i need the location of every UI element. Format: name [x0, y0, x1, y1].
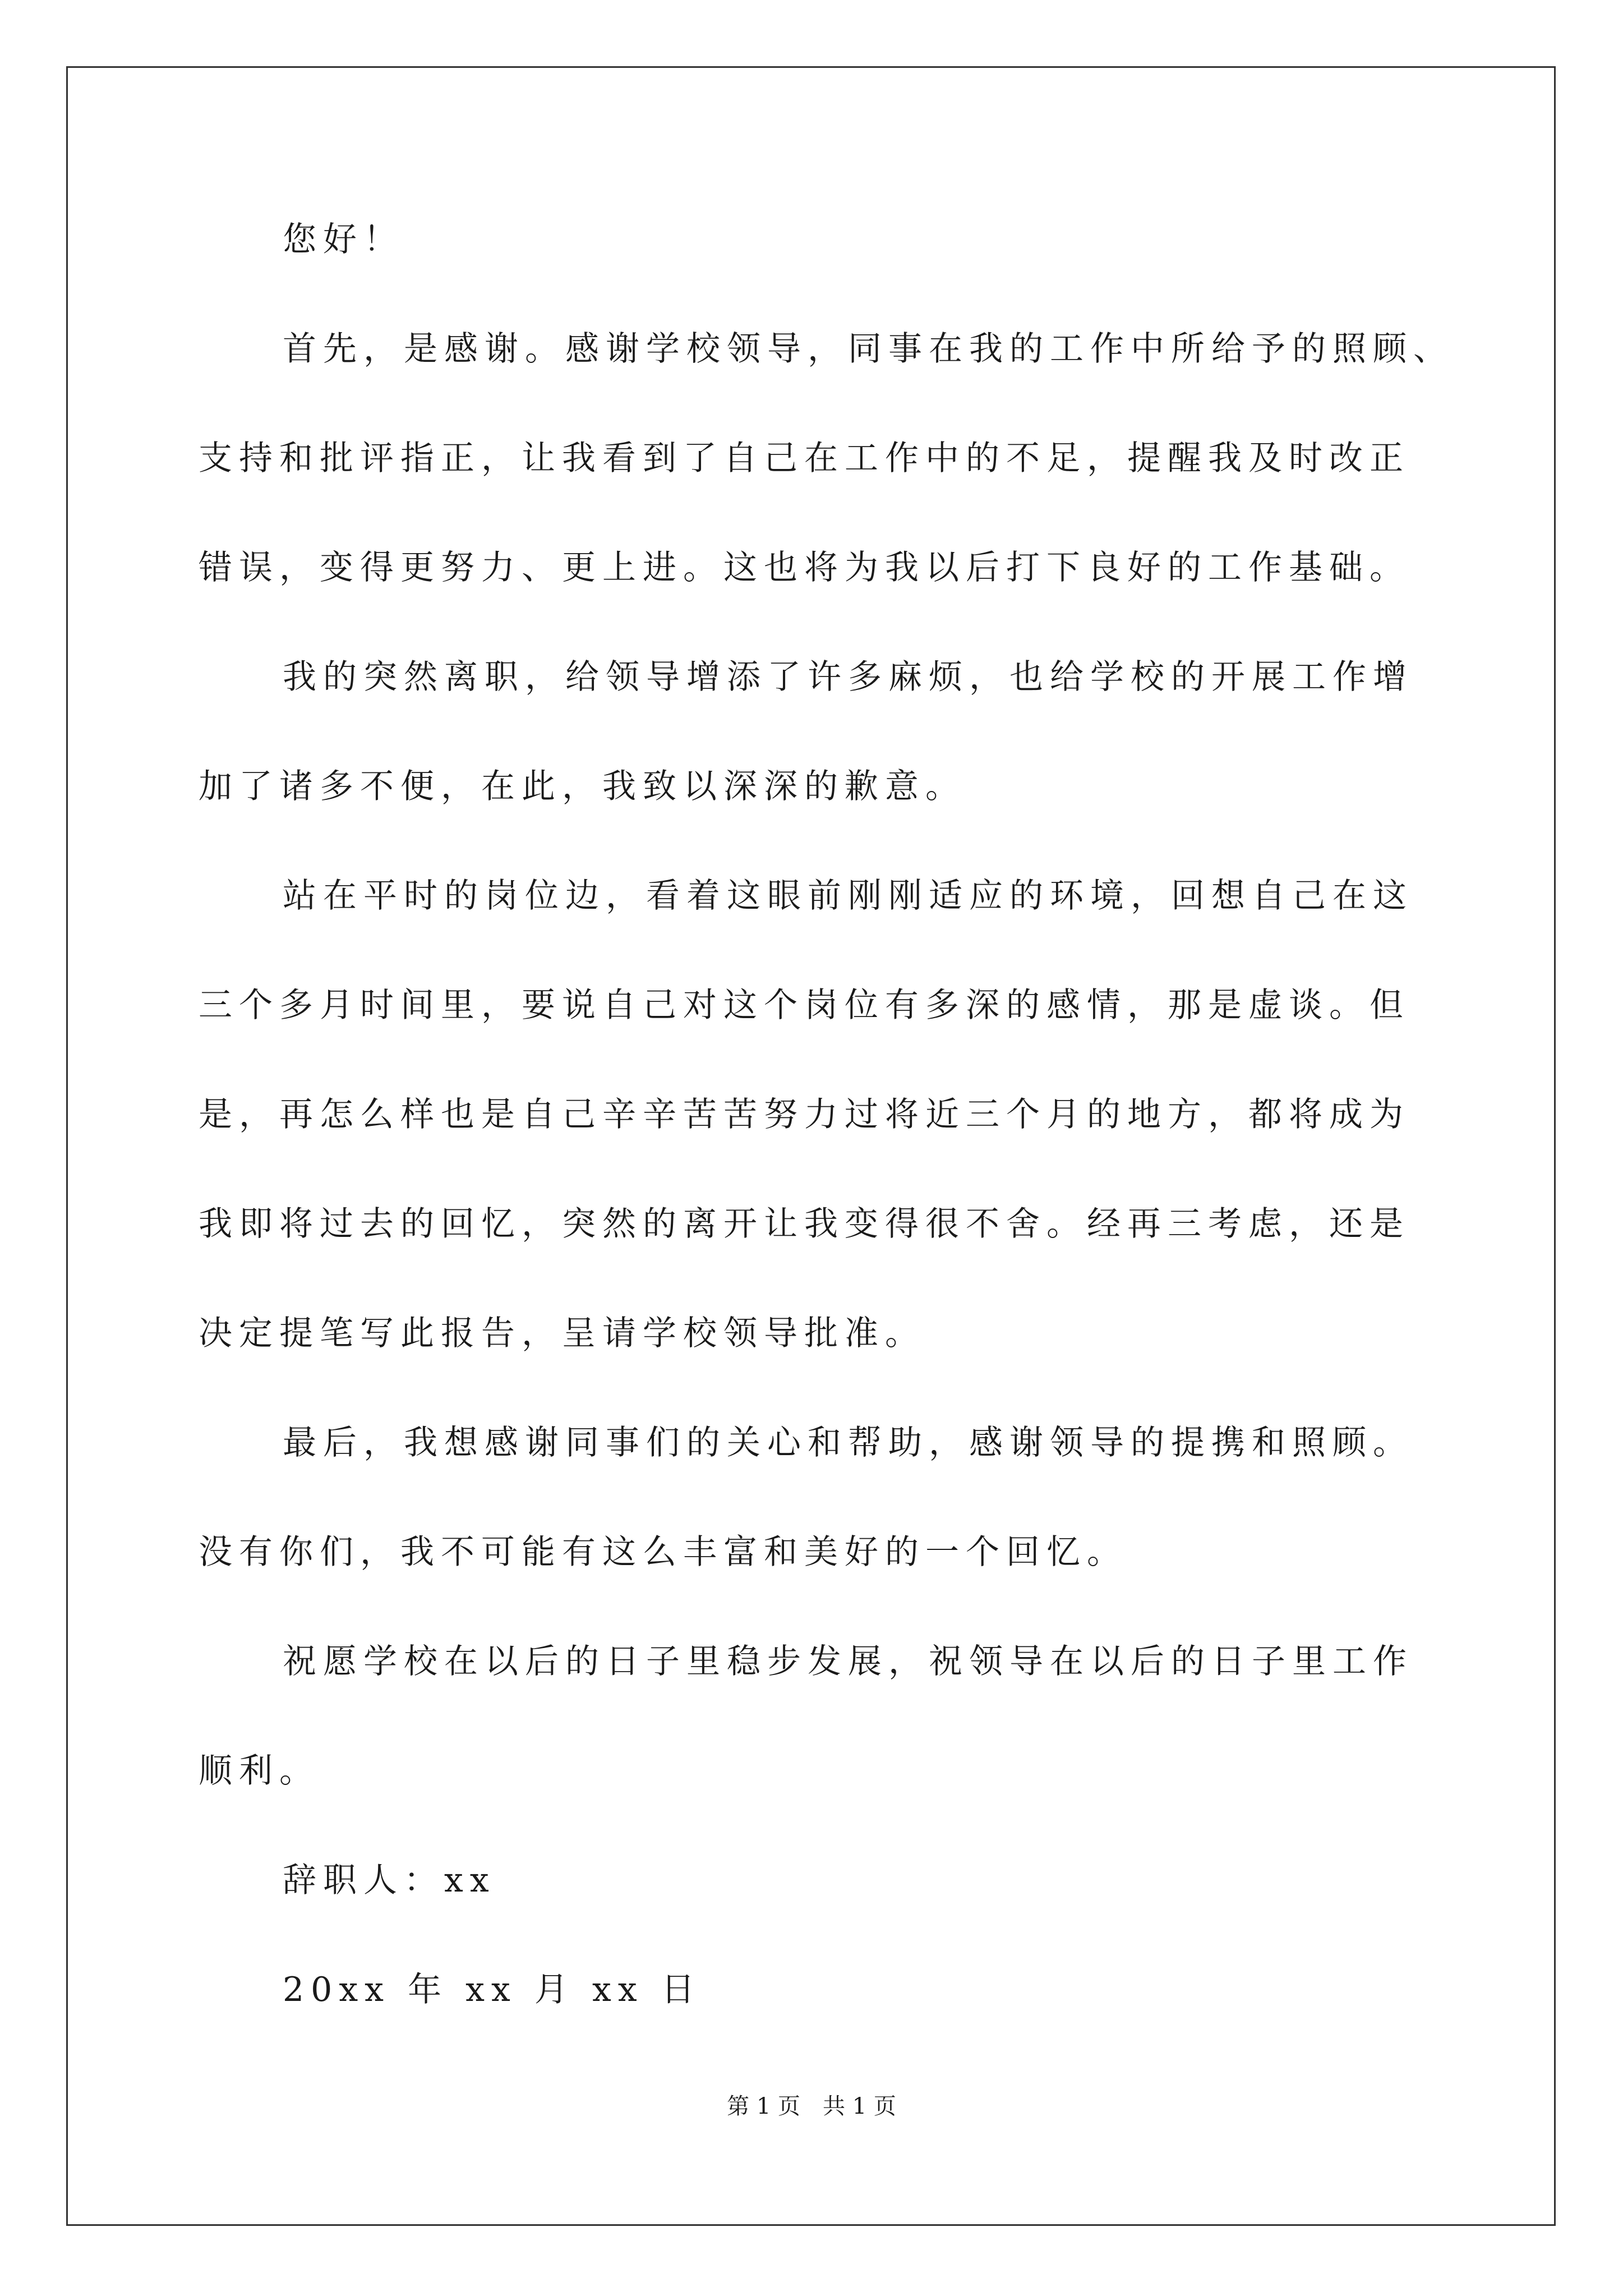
paragraph-line: 加了诸多不便，在此，我致以深深的歉意。	[199, 767, 966, 806]
paragraph-line: 支持和批评指正，让我看到了自己在工作中的不足，提醒我及时改正	[199, 439, 1410, 478]
letter-body	[199, 214, 1454, 2015]
page-number: 第 1 页 共 1 页	[727, 2093, 896, 2119]
paragraph-line: 错误，变得更努力、更上进。这也将为我以后打下良好的工作基础。	[199, 548, 1410, 587]
paragraph-line: 决定提笔写此报告，呈请学校领导批准。	[199, 1314, 925, 1353]
paragraph-line: 首先，是感谢。感谢学校领导，同事在我的工作中所给予的照顾、	[283, 329, 1454, 369]
paragraph-line: 是，再怎么样也是自己辛辛苦苦努力过将近三个月的地方，都将成为	[199, 1095, 1410, 1134]
paragraph-line: 祝愿学校在以后的日子里稳步发展，祝领导在以后的日子里工作	[283, 1642, 1413, 1681]
paragraph-line: 没有你们，我不可能有这么丰富和美好的一个回忆。	[199, 1533, 1127, 1572]
paragraph-line: 我即将过去的回忆，突然的离开让我变得很不舍。经再三考虑，还是	[199, 1204, 1410, 1244]
paragraph-line: 站在平时的岗位边，看着这眼前刚刚适应的环境，回想自己在这	[283, 876, 1413, 915]
paragraph-line: 最后，我想感谢同事们的关心和帮助，感谢领导的提携和照顾。	[283, 1423, 1413, 1462]
paragraph-line: 三个多月时间里，要说自己对这个岗位有多深的感情，那是虚谈。但	[199, 986, 1410, 1025]
signature: 辞职人：xx	[283, 1861, 496, 1900]
paragraph-line: 顺利。	[199, 1751, 320, 1791]
date: 20xx 年 xx 月 xx 日	[283, 1970, 702, 2009]
paragraph-line: 我的突然离职，给领导增添了许多麻烦，也给学校的开展工作增	[283, 657, 1413, 697]
paragraph-apology	[199, 652, 1438, 812]
paragraph-thanks	[199, 324, 1454, 593]
paragraph-wishes	[199, 1636, 1438, 1796]
paragraph-gratitude	[199, 1418, 1438, 1577]
paragraph-reflection	[199, 871, 1438, 1359]
greeting: 您好！	[283, 220, 404, 259]
